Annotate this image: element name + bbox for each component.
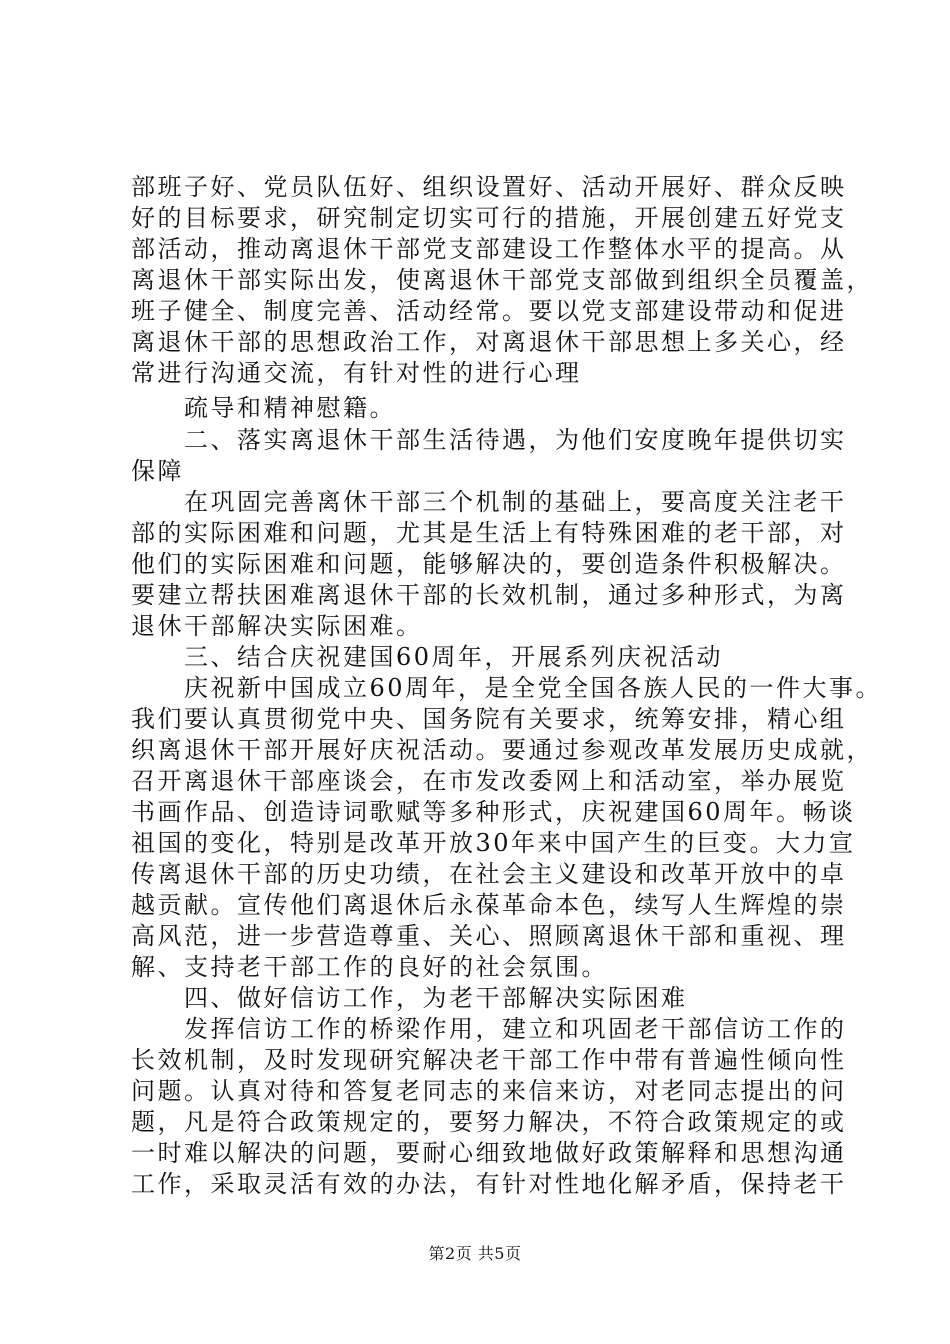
body-text-line: 要建立帮扶困难离退休干部的长效机制，通过多种形式，为离 (131, 581, 847, 609)
body-text-line: 他们的实际困难和问题，能够解决的，要创造条件积极解决。 (131, 550, 847, 578)
body-text-line: 常进行沟通交流，有针对性的进行心理 (131, 359, 582, 387)
body-text-line: 书画作品、创造诗词歌赋等多种形式，庆祝建国60周年。畅谈 (131, 798, 856, 826)
body-text-line: 庆祝新中国成立60周年，是全党全国各族人民的一件大事。 (131, 674, 883, 702)
body-text-line: 离退休干部的思想政治工作，对离退休干部思想上多关心，经 (131, 328, 847, 356)
body-text-line: 题，凡是符合政策规定的，要努力解决，不符合政策规定的或 (131, 1108, 847, 1136)
body-text-line: 发挥信访工作的桥梁作用，建立和巩固老干部信访工作的 (131, 1015, 847, 1043)
body-text-line: 召开离退休干部座谈会，在市发改委网上和活动室，举办展览 (131, 767, 847, 795)
section-heading: 二、落实离退休干部生活待遇，为他们安度晚年提供切实 (131, 426, 847, 454)
body-text-line: 部班子好、党员队伍好、组织设置好、活动开展好、群众反映 (131, 173, 847, 201)
body-text-line: 解、支持老干部工作的良好的社会氛围。 (131, 953, 608, 981)
section-heading: 四、做好信访工作，为老干部解决实际困难 (131, 984, 688, 1012)
body-text-line: 疏导和精神慰籍。 (131, 394, 396, 422)
body-text-line: 在巩固完善离休干部三个机制的基础上，要高度关注老干 (131, 488, 847, 516)
body-text-line: 祖国的变化，特别是改革开放30年来中国产生的巨变。大力宣 (131, 829, 856, 857)
body-text-line: 长效机制，及时发现研究解决老干部工作中带有普遍性倾向性 (131, 1046, 847, 1074)
body-text-line: 我们要认真贯彻党中央、国务院有关要求，统筹安排，精心组 (131, 705, 847, 733)
section-heading: 保障 (131, 457, 184, 485)
body-text-line: 传离退休干部的历史功绩，在社会主义建设和改革开放中的卓 (131, 860, 847, 888)
body-text-line: 离退休干部实际出发，使离退休干部党支部做到组织全员覆盖， (131, 266, 873, 294)
page-number-footer: 第2页 共5页 (428, 1244, 522, 1263)
body-text-line: 班子健全、制度完善、活动经常。要以党支部建设带动和促进 (131, 297, 847, 325)
body-text-line: 越贡献。宣传他们离退休后永葆革命本色，续写人生辉煌的崇 (131, 891, 847, 919)
body-text-line: 一时难以解决的问题，要耐心细致地做好政策解释和思想沟通 (131, 1139, 847, 1167)
body-text-line: 高风范，进一步营造尊重、关心、照顾离退休干部和重视、理 (131, 922, 847, 950)
body-text-line: 好的目标要求，研究制定切实可行的措施，开展创建五好党支 (131, 204, 847, 232)
body-text-line: 织离退休干部开展好庆祝活动。要通过参观改革发展历史成就， (131, 736, 873, 764)
section-heading: 三、结合庆祝建国60周年，开展系列庆祝活动 (131, 643, 724, 671)
body-text-line: 工作，采取灵活有效的办法，有针对性地化解矛盾，保持老干 (131, 1170, 847, 1198)
body-text-line: 问题。认真对待和答复老同志的来信来访，对老同志提出的问 (131, 1077, 847, 1105)
body-text-line: 部的实际困难和问题，尤其是生活上有特殊困难的老干部，对 (131, 519, 847, 547)
body-text-line: 退休干部解决实际困难。 (131, 612, 423, 640)
body-text-line: 部活动，推动离退休干部党支部建设工作整体水平的提高。从 (131, 235, 847, 263)
